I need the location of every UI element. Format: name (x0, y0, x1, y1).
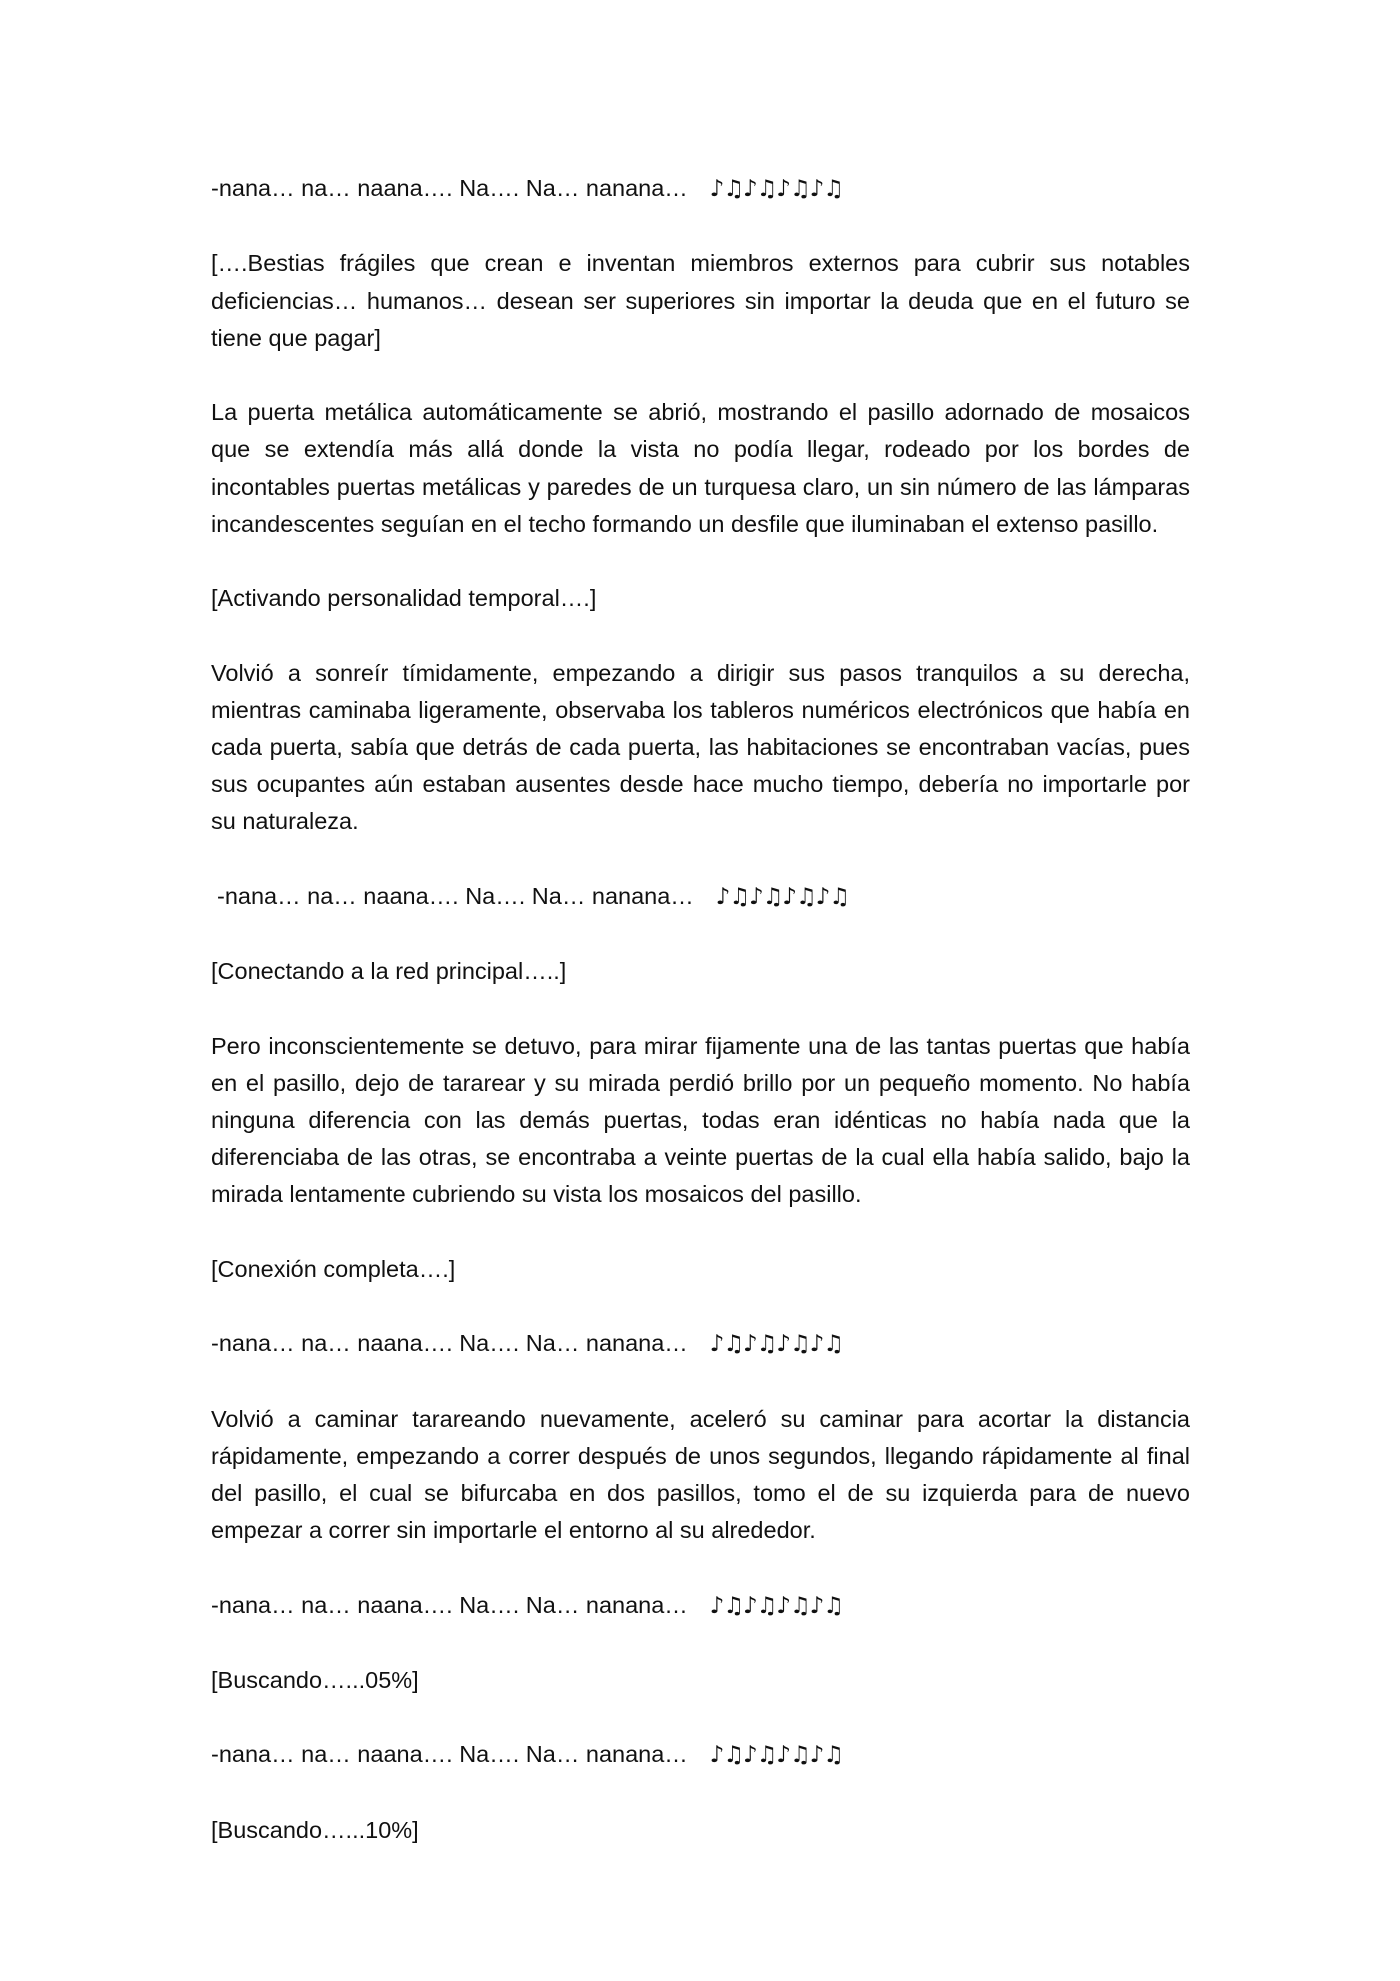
music-notes-icon: ♪♫♪♫♪♫♪♫ (709, 1592, 843, 1619)
music-notes-icon: ♪♫♪♫♪♫♪♫ (709, 1742, 843, 1769)
music-notes-icon: ♪♫♪♫♪♫♪♫ (715, 883, 849, 910)
document-page (211, 170, 1190, 1886)
music-notes-icon: ♪♫♪♫♪♫♪♫ (709, 1331, 843, 1358)
paragraph: La puerta metálica automáticamente se abrió, mostrando el pasillo adornado de mosaicos que se extendía más allá donde la vista no podía llegar, rodeado por los bordes de incontables puertas metálicas y paredes de un turquesa claro, un sin número de las lámparas incandescentes seguían en el techo formando un desfile que iluminaban el extenso pasillo. (211, 399, 1190, 537)
status-line: [Buscando…...10%] (211, 1816, 419, 1843)
paragraph: Volvió a sonreír tímidamente, empezando a dirigir sus pasos tranquilos a su derecha, mientras caminaba ligeramente, observaba los tableros numéricos electrónicos que había en cada puerta, sabía que detrás de cada puerta, las habitaciones se encontraban vacías, pues sus ocupantes aún estaban ausentes desde hace mucho tiempo, debería no importarle por su naturaleza. (211, 659, 1190, 835)
hum-line (211, 1325, 1190, 1363)
hum-text: -nana… na… naana…. Na…. Na… nanana… (211, 175, 688, 201)
status-line: [Conexión completa….] (211, 1255, 456, 1282)
hum-line (211, 1587, 1190, 1625)
status-line: [Activando personalidad temporal….] (211, 585, 597, 612)
hum-line (211, 878, 1190, 916)
status-line: [Conectando a la red principal…..] (211, 958, 567, 985)
music-notes-icon: ♪♫♪♫♪♫♪♫ (709, 176, 843, 202)
hum-text: -nana… na… naana…. Na…. Na… nanana… (211, 1330, 688, 1357)
hum-text: -nana… na… naana…. Na…. Na… nanana… (211, 1591, 688, 1618)
hum-text: -nana… na… naana…. Na…. Na… nanana… (211, 1741, 688, 1768)
paragraph: [….Bestias frágiles que crean e inventan miembros externos para cubrir sus notables deficiencias… humanos… desean ser superiores sin importar la deuda que en el futuro se tiene que pagar] (211, 250, 1190, 351)
hum-line (211, 170, 1190, 208)
status-line: [Buscando…...05%] (211, 1666, 419, 1693)
hum-text: -nana… na… naana…. Na…. Na… nanana… (217, 882, 694, 909)
hum-line (211, 1736, 1190, 1774)
paragraph: Pero inconscientemente se detuvo, para mirar fijamente una de las tantas puertas que había en el pasillo, dejo de tararear y su mirada perdió brillo por un pequeño momento. No había ninguna diferencia con las demás puertas, todas eran idénticas no había nada que la diferenciaba de las otras, se encontraba a veinte puertas de la cual ella había salido, bajo la mirada lentamente cubriendo su vista los mosaicos del pasillo. (211, 1032, 1190, 1208)
paragraph: Volvió a caminar tarareando nuevamente, aceleró su caminar para acortar la distancia rápidamente, empezando a correr después de unos segundos, llegando rápidamente al final del pasillo, el cual se bifurcaba en dos pasillos, tomo el de su izquierda para de nuevo empezar a correr sin importarle el entorno al su alrededor. (211, 1405, 1190, 1544)
